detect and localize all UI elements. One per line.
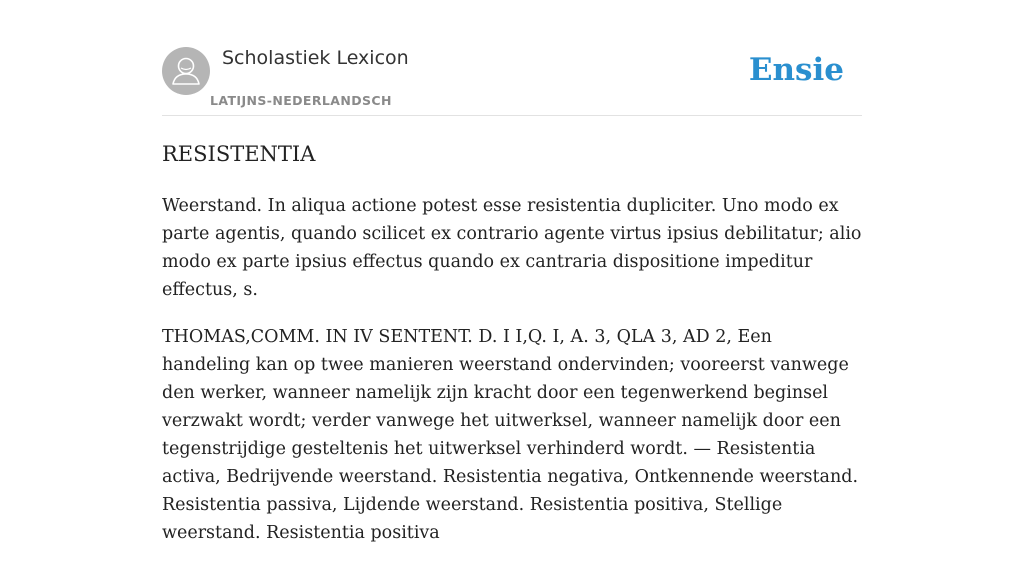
source-name-link[interactable]: Scholastiek Lexicon (222, 47, 409, 69)
user-icon[interactable] (162, 47, 210, 95)
entry-content (162, 138, 864, 566)
entry-title: RESISTENTIA (162, 142, 316, 166)
header-divider (162, 115, 862, 116)
entry-paragraph: THOMAS,COMM. IN IV SENTENT. D. I I,Q. I, A. 3, QLA 3, AD 2, Een handeling kan op twee manieren weerstand ondervinden; vooreerst vanwege den werker, wanneer namelijk zijn kracht door een tegenwerkend beginsel verzwakt wordt; verder vanwege het uitwerksel, wanneer namelijk door een tegenstrijdige gesteltenis het uitwerksel verhinderd wordt. — Resistentia activa, Bedrijvende weerstand. Resistentia negativa, Ontkennende weerstand. Resistentia passiva, Lijdende weerstand. Resistentia positiva, Stellige weerstand. Resistentia positiva (162, 327, 859, 543)
entry-paragraph: Weerstand. In aliqua actione potest esse resistentia dupliciter. Uno modo ex parte agentis, quando scilicet ex contrario agente virtus ipsius debilitatur; alio modo ex parte ipsius effectus quando ex cantraria dispositione impeditur effectus, s. (162, 196, 862, 300)
source-subtitle: LATIJNS-NEDERLANDSCH (210, 93, 392, 108)
brand-logo[interactable]: Ensie (748, 52, 844, 88)
source-header (162, 46, 862, 116)
